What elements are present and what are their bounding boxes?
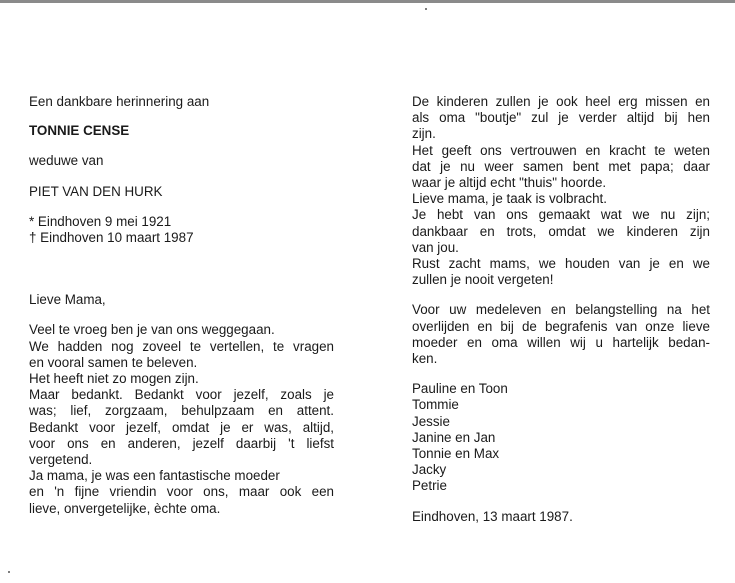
scan-speck [8,571,10,573]
top-border [0,0,735,3]
poem-line: zullen je nooit vergeten! [412,272,554,288]
death-line: † Eindhoven 10 maart 1987 [29,230,194,246]
family-member: Petrie [412,478,447,494]
letter-line: voor ons en anderen, jezelf daarbij 't liefst [29,435,334,451]
family-member: Jacky [412,462,447,478]
letter-line: was; lief, zorgzaam, behulpzaam en attent. [29,403,334,419]
intro-text: Een dankbare herinnering aan [29,94,210,109]
place-date: Eindhoven, 13 maart 1987. [412,508,573,524]
poem-line: Het geeft ons vertrouwen en kracht te weten [412,142,710,158]
family-member: Tommie [412,397,459,413]
family-member: Jessie [412,413,450,429]
letter-line: Het heeft niet zo mogen zijn. [29,371,199,387]
husband-name: PIET VAN DEN HURK [29,183,163,199]
family-list [412,381,710,494]
letter-line: Ja mama, je was een fantastische moeder [29,468,280,484]
poem-line: Je hebt van ons gemaakt wat we nu zijn; [412,207,710,223]
thanks-line: moeder en oma willen wij u hartelijk bedan- [412,334,710,350]
letter-line: Bedankt voor jezelf, omdat je er was, altijd, [29,419,334,435]
letter-text [29,322,334,516]
thanks-line: overlijden en bij de begrafenis van onze lieve [412,318,710,334]
salutation: Lieve Mama, [29,292,106,308]
poem-line: dankbaar en trots, omdat we kinderen zijn [412,223,710,239]
poem-line: waar je altijd echt "thuis" hoorde. [412,175,607,191]
letter-line: We hadden nog zoveel te vertellen, te vragen [29,338,334,354]
right-column [412,94,710,525]
poem-line: van jou. [412,239,459,255]
thanks-text [412,302,710,367]
thanks-line: Voor uw medeleven en belangstelling na het [412,302,710,318]
widow-of-text: weduwe van [29,153,104,169]
letter-line: Veel te vroeg ben je van ons weggegaan. [29,322,275,338]
family-member: Tonnie en Max [412,446,500,462]
poem-line: De kinderen zullen je ook heel erg missen en [412,94,710,109]
poem-line: Lieve mama, je taak is volbracht. [412,191,607,207]
family-member: Janine en Jan [412,429,496,445]
left-column [29,94,334,517]
scan-speck [425,8,427,10]
letter-line: lieve, onvergetelijke, èchte oma. [29,500,221,516]
poem-line: als oma "boutje" zul je verder altijd bij hen [412,110,710,126]
deceased-name: TONNIE CENSE [29,123,130,139]
family-member: Pauline en Toon [412,381,508,397]
letter-line: Maar bedankt. Bedankt voor jezelf, zoals je [29,387,334,403]
poem-line: Rust zacht mams, we houden van je en we [412,256,710,272]
poem-text [412,94,710,288]
poem-line: dat je nu weer samen bent met papa; daar [412,158,710,174]
thanks-line: ken. [412,351,438,367]
letter-line: vergetend. [29,452,93,468]
poem-line: zijn. [412,126,436,142]
letter-line: en 'n fijne vriendin voor ons, maar ook een [29,484,334,500]
birth-line: * Eindhoven 9 mei 1921 [29,213,172,229]
letter-line: en vooral samen te beleven. [29,354,198,370]
